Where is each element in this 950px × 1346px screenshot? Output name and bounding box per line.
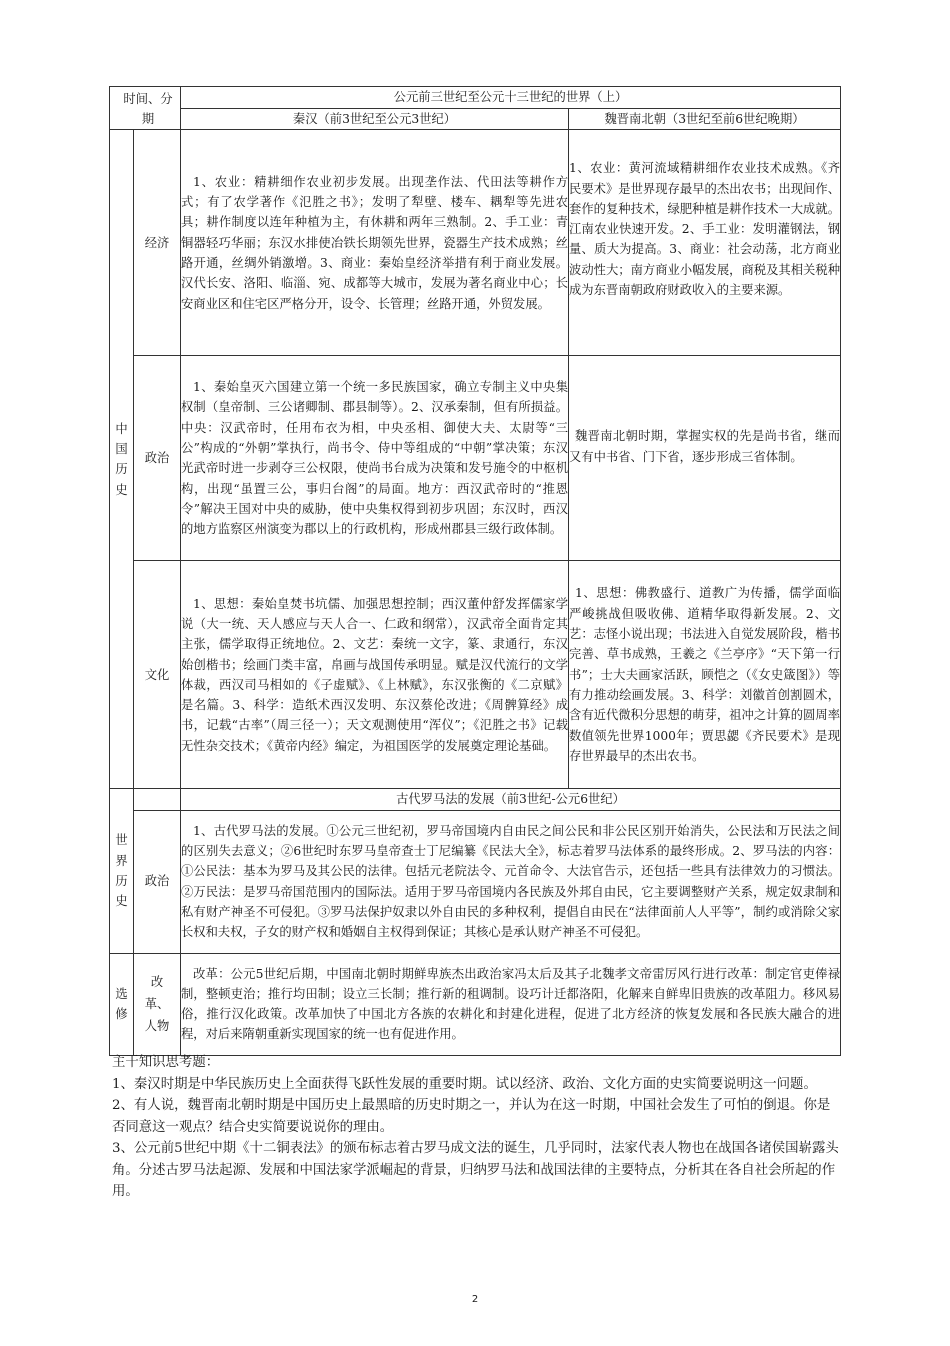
economy-qinhan-cell: 1、农业：精耕细作农业初步发展。出现垄作法、代田法等耕作方式；有了农学著作《氾胜之书》；发明了犁壁、楼车、耦犁等先进农具；耕作制度以连年种植为主，有休耕和两年三熟制。2、手工业：青铜器轻巧华丽；东汉水排使冶铁长期领先世界，瓷器生产技术成熟；丝路开通，丝绸外销激增。3、商业：秦始皇经济举措有利于商业发展。汉代长安、洛阳、临淄、宛、成都等大城市，发展为著名商业中心；长安商业区和住宅区严格分开，设令、长管理；丝路开通，外贸发展。 (181, 130, 569, 356)
row-label-politics: 政治 (134, 356, 181, 561)
header-title: 公元前三世纪至公元十三世纪的世界（上） (181, 87, 841, 109)
rome-title-spacer (134, 789, 181, 810)
section-elective-label: 选修 (115, 986, 128, 1022)
questions-heading: 主干知识思考题： (112, 1055, 220, 1070)
section-china-label: 中国历史 (115, 421, 128, 497)
rome-title: 古代罗马法的发展（前3世纪-公元6世纪） (181, 789, 841, 810)
economy-weijin-cell: 1、农业：黄河流域精耕细作农业技术成熟。《齐民要术》是世界现存最早的杰出农书；出现间作、套作的复种技术，绿肥种植是耕作技术一大成就。江南农业快速开发。2、手工业：发明灌钢法，钢量、质大为提高。3、商业：社会动荡，北方商业波动性大；南方商业小幅发展，商税及其相关税种成为东晋南朝政府财政收入的主要来源。 (569, 130, 841, 356)
row-label-rome-politics: 政治 (134, 810, 181, 953)
col-header-weijin: 魏晋南北朝（3世纪至前6世纪晚期） (569, 109, 841, 130)
section-world (110, 789, 134, 953)
corner-header-cell (110, 87, 181, 130)
rome-law-cell: 1、古代罗马法的发展。①公元三世纪初，罗马帝国境内自由民之间公民和非公民区别开始消失，公民法和万民法之间的区别失去意义；②6世纪时东罗马皇帝查士丁尼编纂《民法大全》，标志着罗马法体系的最终形成。2、罗马法的内容：①公民法：基本为罗马及其公民的法律。包括元老院法令、元首命令、大法官告示，还包括一些具有法律效力的习惯法。②万民法：是罗马帝国范围内的国际法。适用于罗马帝国境内各民族及外邦自由民，它主要调整财产关系，规定奴隶制和私有财产神圣不可侵犯。③罗马法保护奴隶以外自由民的多种权利，提倡自由民在“法律面前人人平等”，制约或消除父家长权和夫权，子女的财产权和婚姻自主权得到保证；其核心是承认财产神圣不可侵犯。 (181, 810, 841, 953)
row-label-economy: 经济 (134, 130, 181, 356)
section-world-label: 世界历史 (115, 833, 128, 909)
row-label-culture: 文化 (134, 561, 181, 789)
section-elective (110, 953, 134, 1055)
row-label-reform (134, 953, 181, 1055)
col-header-qinhan: 秦汉（前3世纪至公元3世纪） (181, 109, 569, 130)
question-2: 2、有人说，魏晋南北朝时期是中国历史上最黑暗的历史时期之一，并认为在这一时期，中国社会发生了可怕的倒退。你是否同意这一观点？结合史实简要说说你的理由。 (112, 1098, 831, 1135)
page-number: 2 (471, 1294, 479, 1305)
question-1: 1、秦汉时期是中华民族历史上全面获得飞跃性发展的重要时期。试以经济、政治、文化方面的史实简要说明这一问题。 (112, 1076, 817, 1092)
questions-section (112, 1052, 842, 1203)
reform-cell: 改革：公元5世纪后期，中国南北朝时期鲜卑族杰出政治家冯太后及其子北魏孝文帝雷厉风行进行改革：制定官吏俸禄制，整顿吏治；推行均田制；设立三长制；推行新的租调制。设巧计迁都洛阳，化解来自鲜卑旧贵族的改革阻力。移风易俗，推行汉化政策。改革加快了中国北方各族的农耕化和封建化进程，促进了北方经济的恢复发展和各民族大融合的进程，对后来隋朝重新实现国家的统一也有促进作用。 (181, 953, 841, 1055)
reform-label: 改革、人物 (144, 975, 170, 1034)
question-3: 3、公元前5世纪中期《十二铜表法》的颁布标志着古罗马成文法的诞生，几乎同时，法家代表人物也在战国各诸侯国崭露头角。分述古罗马法起源、发展和中国法家学派崛起的背景，归纳罗马法和战国法律的主要特点，分析其在各自社会所起的作用。 (112, 1141, 839, 1199)
corner-label: 时间、分期 (123, 91, 173, 126)
history-table (109, 86, 841, 1056)
culture-weijin-cell: 1、思想：佛教盛行、道教广为传播，儒学面临严峻挑战但吸收佛、道精华取得新发展。2、文艺：志怪小说出现；书法进入自觉发展阶段，楷书完善、草书成熟，王羲之《兰亭序》“天下第一行书”；士大夫画家活跃，顾恺之（《女史箴图》）等有力推动绘画发展。3、科学：刘徽首创割圆术，含有近代微积分思想的萌芽，祖冲之计算的圆周率数值领先世界1000年；贾思勰《齐民要术》是现存世界最早的杰出农书。 (569, 561, 841, 789)
politics-weijin-cell: 魏晋南北朝时期，掌握实权的先是尚书省，继而又有中书省、门下省，逐步形成三省体制。 (569, 356, 841, 561)
culture-qinhan-cell: 1、思想：秦始皇焚书坑儒、加强思想控制；西汉董仲舒发挥儒家学说（大一统、天人感应与天人合一、仁政和纲常），汉武帝全面肯定其主张，儒学取得正统地位。2、文艺：秦统一文字，篆、隶通行，东汉始创楷书；绘画门类丰富，帛画与战国传承明显。赋是汉代流行的文学体裁，西汉司马相如的《子虚赋》、《上林赋》，东汉张衡的《二京赋》是名篇。3、科学：造纸术西汉发明、东汉蔡伦改进；《周髀算经》成书，记载“古率”（周三径一）；天文观测使用“浑仪”；《氾胜之书》记载无性杂交技术；《黄帝内经》编定，为祖国医学的发展奠定理论基础。 (181, 561, 569, 789)
section-china (110, 130, 134, 789)
politics-qinhan-cell: 1、秦始皇灭六国建立第一个统一多民族国家，确立专制主义中央集权制（皇帝制、三公诸卿制、郡县制等）。2、汉承秦制，但有所损益。中央：汉武帝时，任用布衣为相，中央丞相、御使大夫、太尉等“三公”构成的“外朝”掌执行，尚书令、侍中等组成的“中朝”掌决策；东汉光武帝时进一步剥夺三公权限，使尚书台成为决策和发号施令的中枢机构，出现“虽置三公，事归台阁”的局面。地方：西汉武帝时的“推恩令”解决王国对中央的威胁，使中央集权得到初步巩固；东汉时，西汉的地方监察区州演变为郡以上的行政机构，形成州郡县三级行政体制。 (181, 356, 569, 561)
